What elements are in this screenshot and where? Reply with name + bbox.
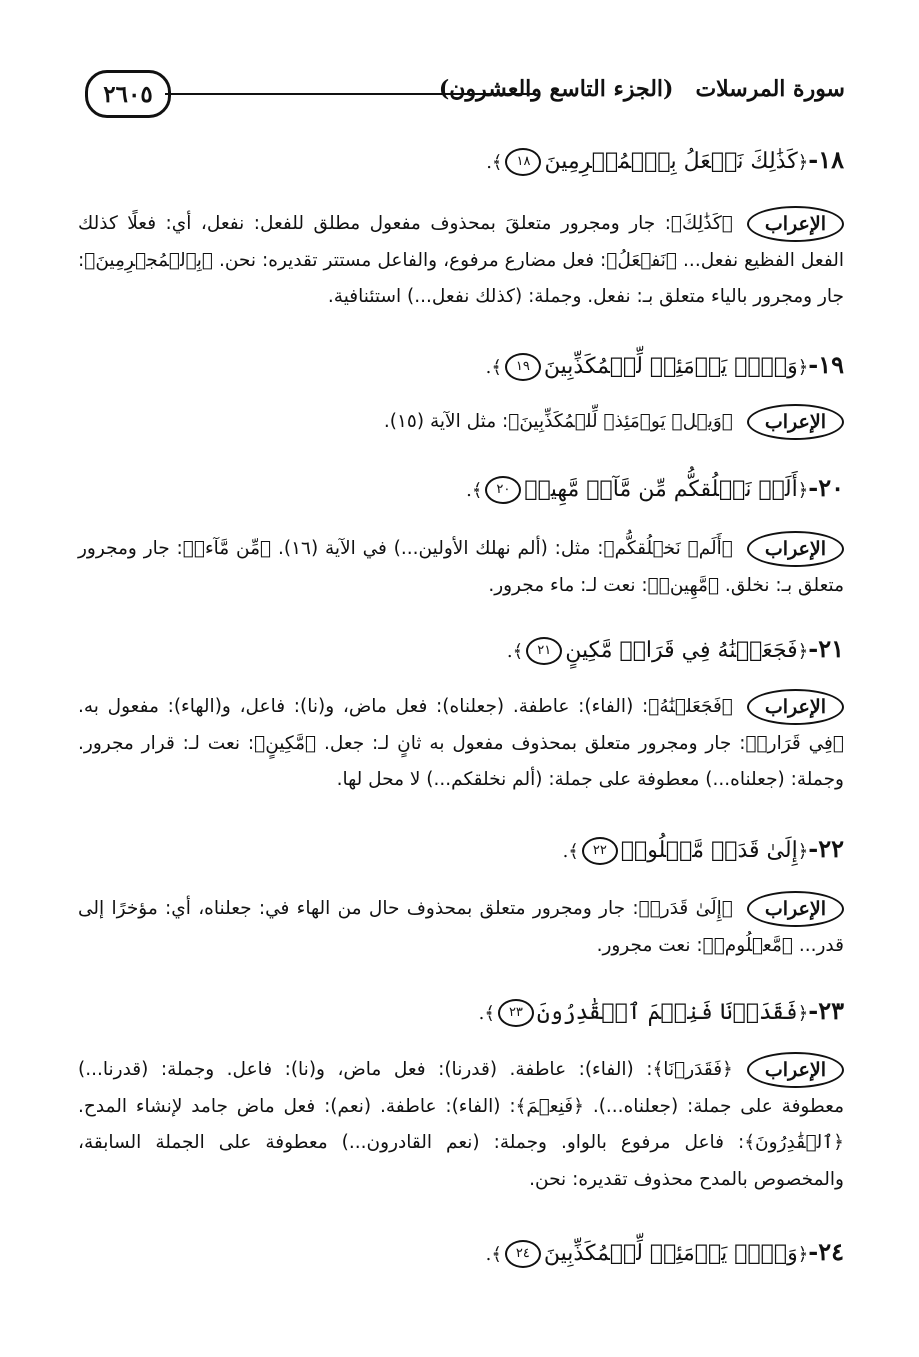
verse-number: ٢١- <box>808 634 844 663</box>
verse-text: وَيۡلٞ يَوۡمَئِذٖ لِّلۡمُكَذِّبِينَ <box>543 1241 798 1266</box>
verse-number: ٢٠- <box>808 473 844 502</box>
verse-open-bracket: ﴿ <box>797 152 809 173</box>
irab-label: الإعراب <box>747 891 844 927</box>
verse-22 <box>78 828 844 873</box>
irab-text: ﴿فَجَعَلۡنَٰهُ﴾: (الفاء): عاطفة. (جعلناه): فعل ماض، و(نا): فاعل، و(الهاء): مفعول به. ﴿فِي قَرَارٖ﴾: جار ومجرور متعلق بمحذوف مفعول به ثانٍ لـ: جعل. ﴿مَّكِينٍ﴾: نعت لـ: قرار مجرور. وجملة: (جعلناه...) معطوفة على جملة: (ألم نخلقكم...) لا محل لها. <box>78 696 844 790</box>
verse-number: ٢٣- <box>808 996 844 1025</box>
irab-label: الإعراب <box>747 1052 844 1088</box>
verse-19 <box>78 344 844 389</box>
verse-close-bracket: ﴾. <box>466 480 483 501</box>
irab-label: الإعراب <box>747 404 844 440</box>
page-number-badge: ٢٦٠٥ <box>85 70 171 118</box>
header-title <box>439 76 845 102</box>
irab-text: ﴿وَيۡلٞ يَوۡمَئِذٖ لِّلۡمُكَذِّبِينَ﴾: مثل الآية (١٥). <box>383 411 733 432</box>
irab-18 <box>78 206 844 316</box>
verse-open-bracket: ﴿ <box>797 1003 809 1024</box>
irab-text: ﴿أَلَمۡ نَخۡلُقكُّم﴾: مثل: (ألم نهلك الأولين...) في الآية (١٦). ﴿مِّن مَّآءٖ﴾: جار ومجرور متعلق بـ: نخلق. ﴿مَّهِينٖ﴾: نعت لـ: ماء مجرور. <box>78 538 844 596</box>
irab-label: الإعراب <box>747 531 844 567</box>
irab-22 <box>78 891 844 964</box>
irab-text: ﴿كَذَٰلِكَ﴾: جار ومجرور متعلقَ بمحذوف مفعول مطلق للفعل: نفعل، أي: فعلًا كذلك الفعل الفظيع نفعل... ﴿نَفۡعَلُ﴾: فعل مضارع مرفوع، والفاعل مستتر تقديره: نحن. ﴿بِٱلۡمُجۡرِمِينَ﴾: جار ومجرور بالياء متعلق بـ: نفعل. وجملة: (كذلك نفعل...) استئنافية. <box>78 213 844 307</box>
verse-close-bracket: ﴾. <box>562 841 579 862</box>
irab-label: الإعراب <box>747 689 844 725</box>
verse-open-bracket: ﴿ <box>797 480 809 501</box>
surah-name: سورة المرسلات <box>695 76 845 102</box>
verse-23 <box>78 990 844 1035</box>
ayah-number-mark: ١٨ <box>505 148 541 176</box>
ayah-number-mark: ٢٣ <box>498 999 534 1027</box>
verse-21 <box>78 628 844 673</box>
verse-open-bracket: ﴿ <box>797 357 809 378</box>
verse-18 <box>78 139 844 184</box>
verse-text: فَجَعَلۡنَٰهُ فِي قَرَارٖ مَّكِينٍ <box>565 638 798 663</box>
verse-open-bracket: ﴿ <box>797 1244 809 1265</box>
ayah-number-mark: ٢٢ <box>582 837 618 865</box>
verse-text: وَيۡلٞ يَوۡمَئِذٖ لِّلۡمُكَذِّبِينَ <box>543 354 798 379</box>
irab-text: ﴿إِلَىٰ قَدَرٖ﴾: جار ومجرور متعلق بمحذوف حال من الهاء في: جعلناه، أي: مؤخرًا إلى قدر... ﴿مَّعۡلُومٖ﴾: نعت مجرور. <box>78 898 844 956</box>
verse-24 <box>78 1231 844 1276</box>
ayah-number-mark: ٢٠ <box>485 476 521 504</box>
verse-number: ٢٤- <box>808 1237 844 1266</box>
verse-20 <box>78 467 844 512</box>
ayah-number-mark: ٢١ <box>526 637 562 665</box>
verse-close-bracket: ﴾. <box>485 1244 502 1265</box>
verse-close-bracket: ﴾. <box>485 357 502 378</box>
page-header <box>85 64 845 116</box>
irab-23 <box>78 1052 844 1198</box>
verse-text: كَذَٰلِكَ نَفۡعَلُ بِٱلۡمُجۡرِمِينَ <box>544 149 798 174</box>
irab-20 <box>78 531 844 604</box>
verse-open-bracket: ﴿ <box>797 641 809 662</box>
verse-number: ٢٢- <box>808 834 844 863</box>
verse-close-bracket: ﴾. <box>506 641 524 662</box>
verse-close-bracket: ﴾. <box>486 152 503 173</box>
irab-19 <box>78 404 844 441</box>
verse-number: ١٨- <box>808 145 844 174</box>
irab-text: ﴿فَقَدَرۡنَا﴾: (الفاء): عاطفة. (قدرنا): فعل ماض، و(نا): فاعل. وجملة: (قدرنا...) معطوفة على جملة: (جعلناه...). ﴿فَنِعۡمَ﴾: (الفاء): عاطفة. (نعم): فعل ماض جامد لإنشاء المدح. ﴿ٱلۡقَٰدِرُونَ﴾: فاعل مرفوع بالواو. وجملة: (نعم القادرون...) معطوفة على الجملة السابقة، والمخصوص بالمدح محذوف تقديره: نحن. <box>78 1059 844 1190</box>
ayah-number-mark: ٢٤ <box>505 1240 541 1268</box>
ayah-number-mark: ١٩ <box>505 353 541 381</box>
verse-open-bracket: ﴿ <box>797 841 809 862</box>
verse-number: ١٩- <box>808 350 844 379</box>
irab-label: الإعراب <box>747 206 844 242</box>
verse-text: أَلَمۡ نَخۡلُقكُّم مِّن مَّآءٖ مَّهِينٖ <box>524 477 798 502</box>
irab-21 <box>78 689 844 799</box>
verse-text: فَقَدَرۡنَا فَنِعۡمَ ٱلۡقَٰدِرُونَ <box>536 1000 798 1025</box>
verse-close-bracket: ﴾. <box>478 1003 495 1024</box>
verse-text: إِلَىٰ قَدَرٖ مَّعۡلُومٖ <box>620 838 798 863</box>
juz-label: (الجزء التاسع والعشرون) <box>438 76 674 102</box>
